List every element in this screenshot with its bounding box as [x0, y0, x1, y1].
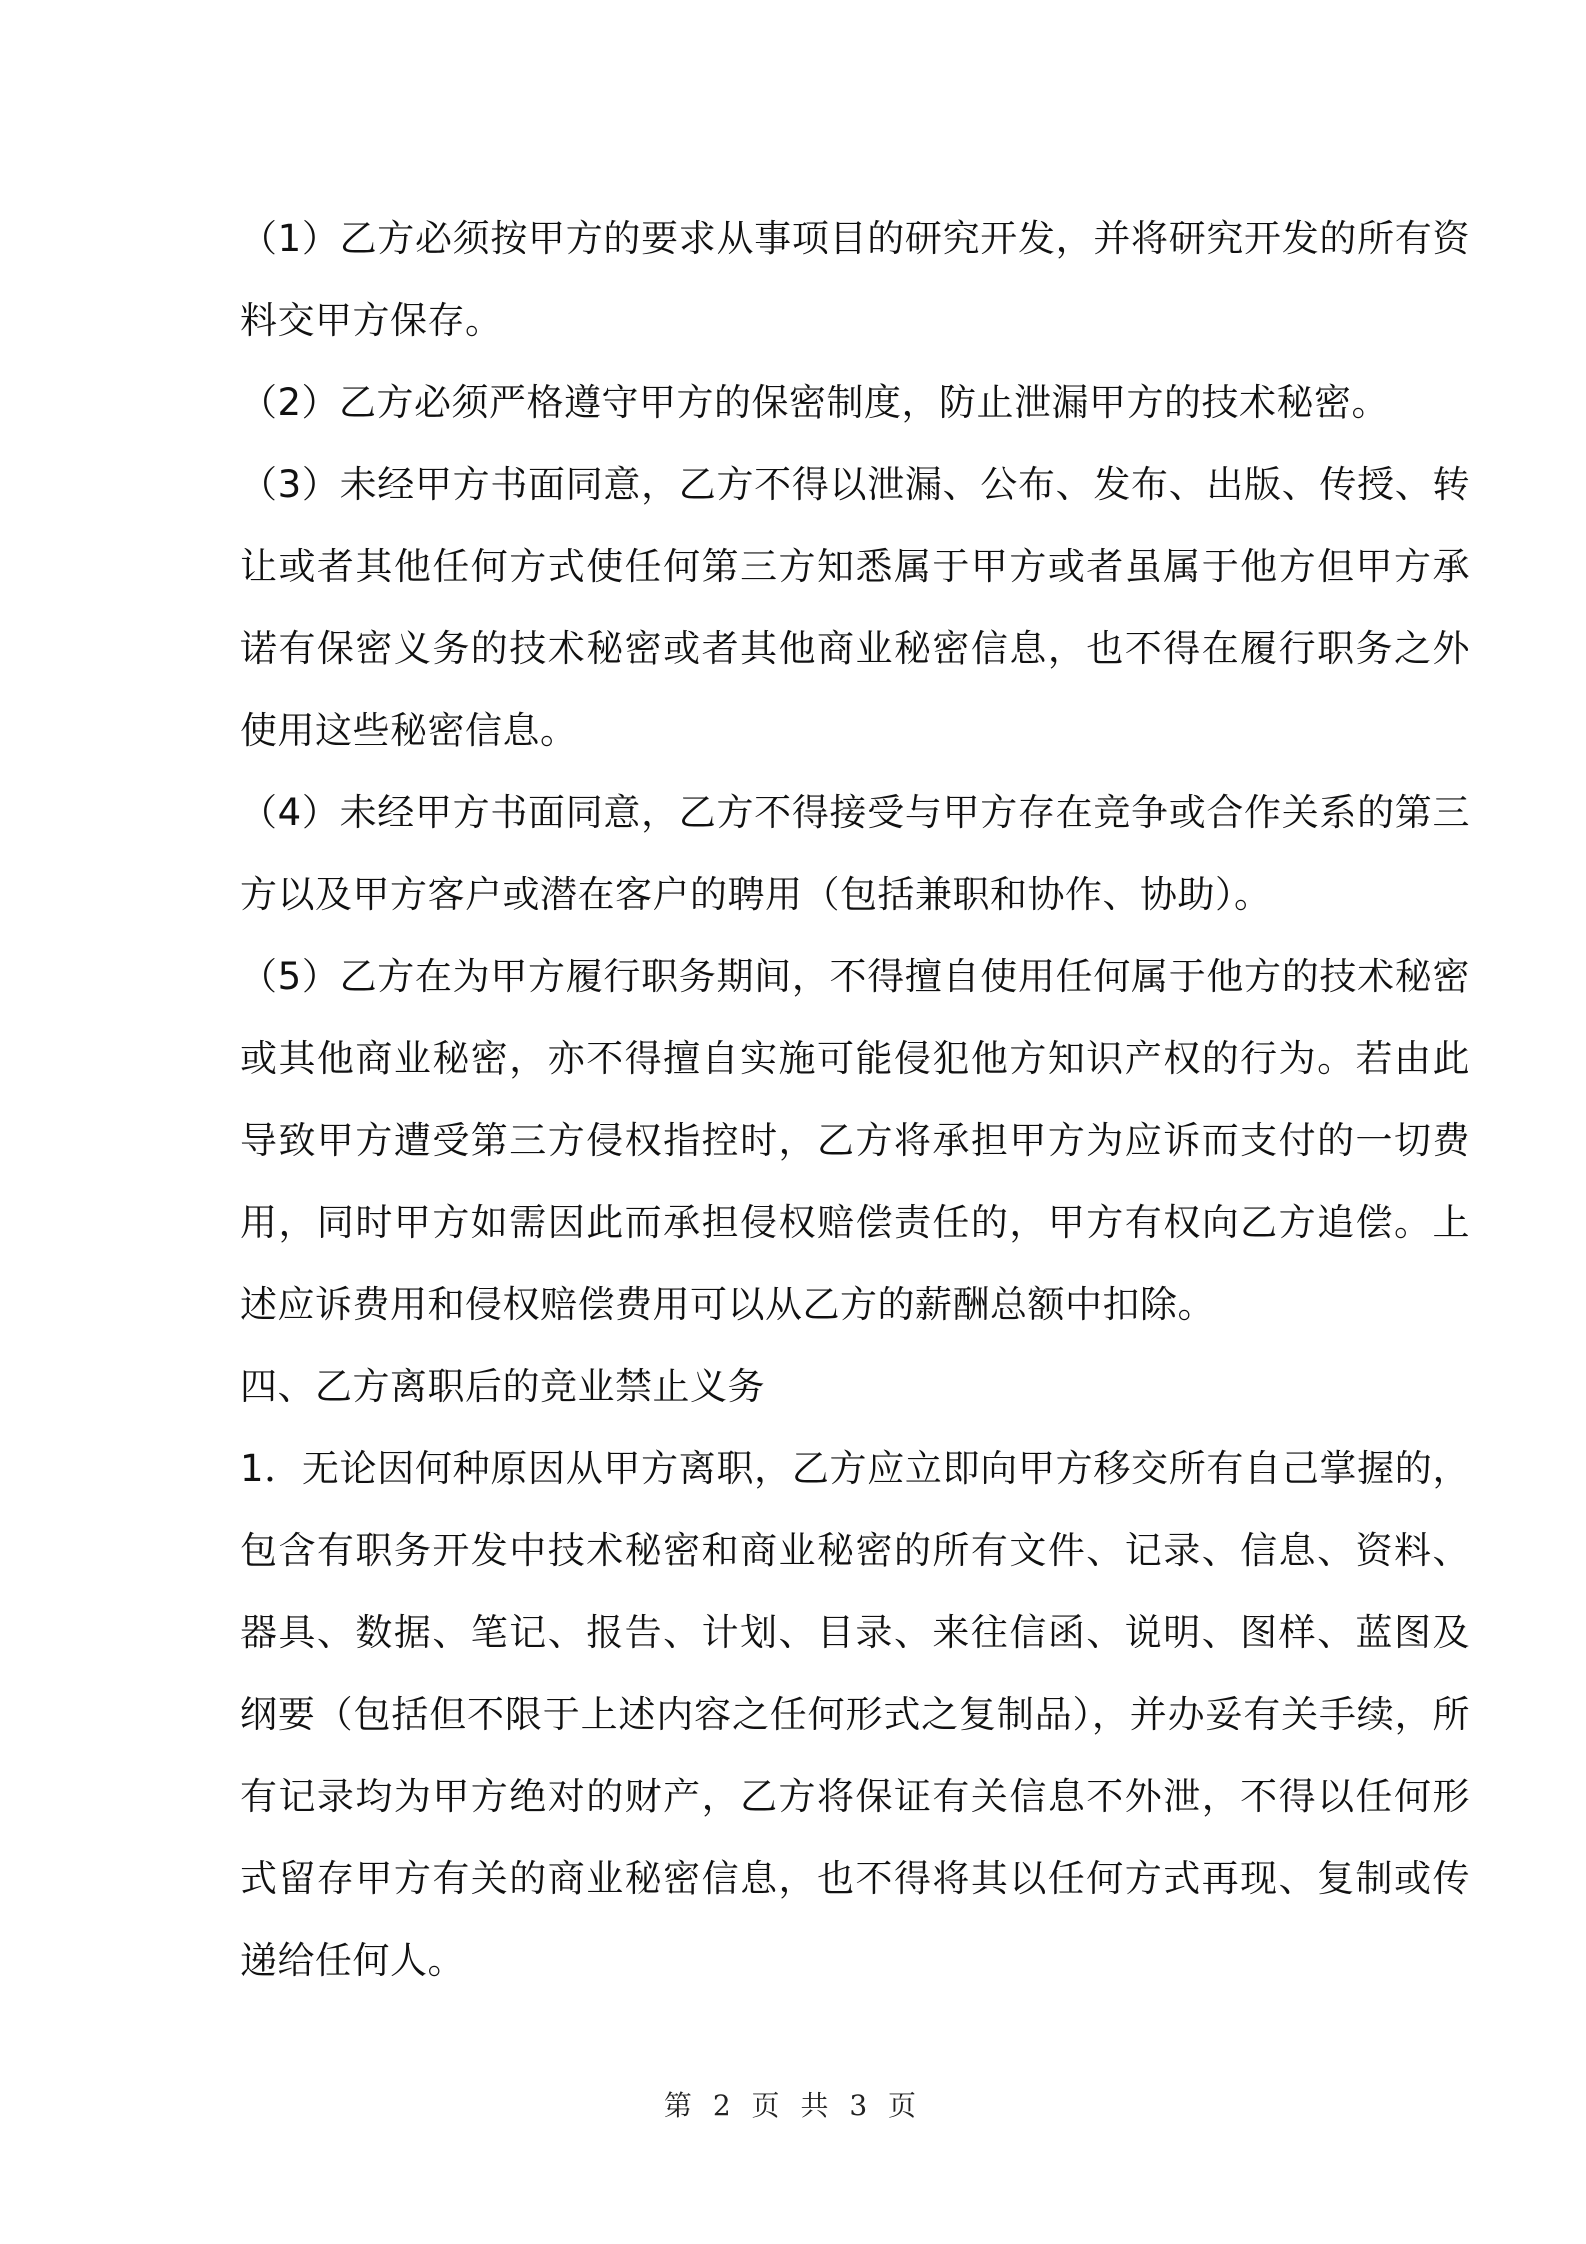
page-number-footer: 第 2 页 共 3 页	[663, 2089, 923, 2122]
clause-5: （5）乙方在为甲方履行职务期间，不得擅自使用任何属于他方的技术秘密或其他商业秘密，亦不得擅自实施可能侵犯他方知识产权的行为。若由此导致甲方遭受第三方侵权指控时，乙方将承担甲方为应诉而支付的一切费用，同时甲方如需因此而承担侵权赔偿责任的，甲方有权向乙方追偿。上述应诉费用和侵权赔偿费用可以从乙方的薪酬总额中扣除。	[240, 955, 1470, 1326]
clause-3: （3）未经甲方书面同意，乙方不得以泄漏、公布、发布、出版、传授、转让或者其他任何方式使任何第三方知悉属于甲方或者虽属于他方但甲方承诺有保密义务的技术秘密或者其他商业秘密信息，也不得在履行职务之外使用这些秘密信息。	[240, 463, 1470, 752]
section-heading: 四、乙方离职后的竞业禁止义务	[240, 1365, 765, 1408]
clause-4: （4）未经甲方书面同意，乙方不得接受与甲方存在竞争或合作关系的第三方以及甲方客户或潜在客户的聘用（包括兼职和协作、协助）。	[240, 791, 1470, 916]
section-item-1: 1．无论因何种原因从甲方离职，乙方应立即向甲方移交所有自己掌握的，包含有职务开发中技术秘密和商业秘密的所有文件、记录、信息、资料、器具、数据、笔记、报告、计划、目录、来往信函、说明、图样、蓝图及纲要（包括但不限于上述内容之任何形式之复制品），并办妥有关手续，所有记录均为甲方绝对的财产，乙方将保证有关信息不外泄，不得以任何形式留存甲方有关的商业秘密信息，也不得将其以任何方式再现、复制或传递给任何人。	[240, 1447, 1470, 1982]
document-body	[240, 198, 1470, 2002]
clause-1: （1）乙方必须按甲方的要求从事项目的研究开发，并将研究开发的所有资料交甲方保存。	[240, 217, 1470, 342]
clause-2: （2）乙方必须严格遵守甲方的保密制度，防止泄漏甲方的技术秘密。	[240, 381, 1390, 424]
